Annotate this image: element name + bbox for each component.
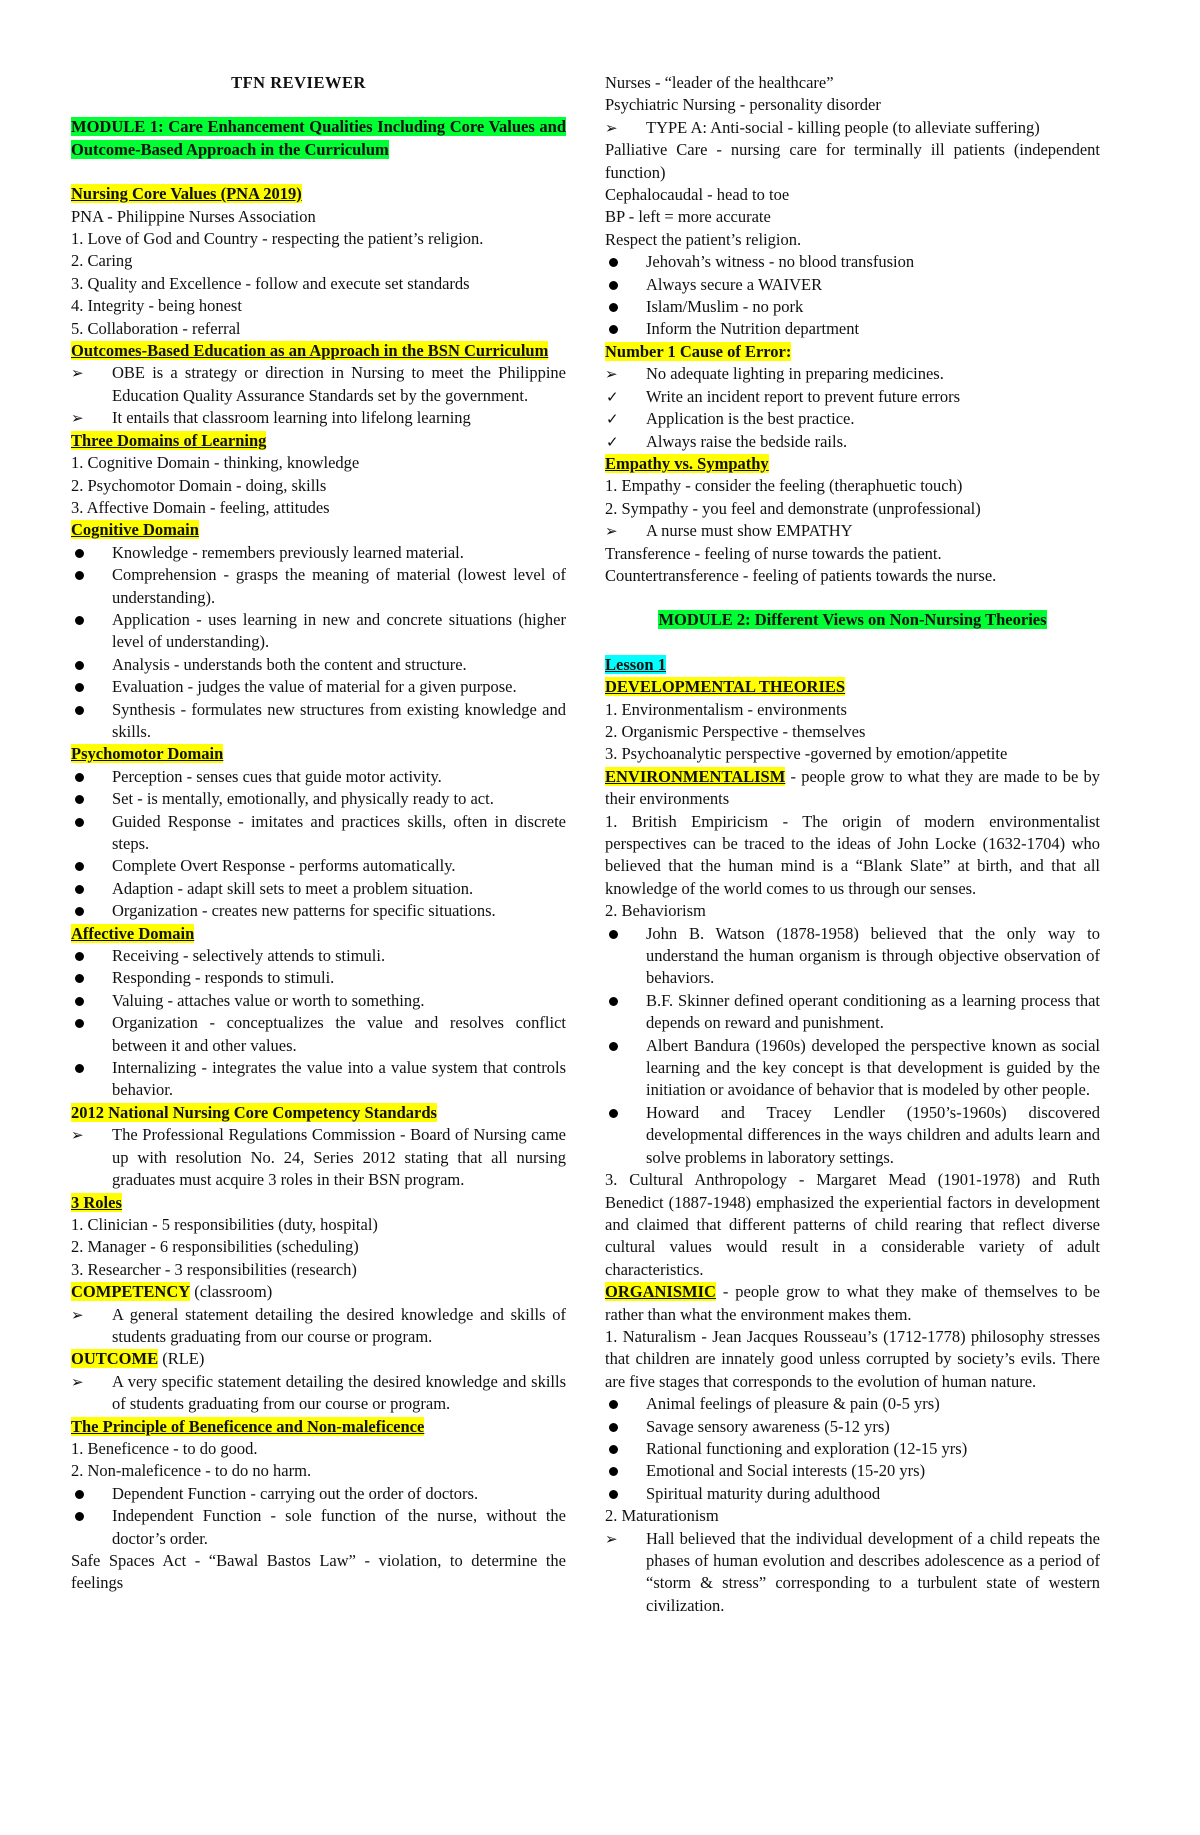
list-item <box>605 386 1100 408</box>
list-item-text: Inform the Nutrition department <box>646 319 860 339</box>
right-column <box>605 72 1100 1617</box>
document-title: TFN REVIEWER <box>231 73 366 92</box>
list-item-text: Albert Bandura (1960s) developed the perspective known as social learning and the key concept is that development is guided by the initiation or avoidance of behavior that is modeled by other people. <box>646 1035 1100 1100</box>
list-item-text: Responding - responds to stimuli. <box>112 968 335 988</box>
text-line: Psychiatric Nursing - personality disorder <box>605 95 881 115</box>
list-item-text: Always raise the bedside rails. <box>646 431 848 451</box>
heading-text: Nursing Core Values (PNA 2019) <box>71 184 302 204</box>
list-item-text: Receiving - selectively attends to stimuli. <box>112 946 386 966</box>
list-item <box>605 1460 1100 1482</box>
list-item <box>605 363 1100 385</box>
list-item <box>71 878 566 900</box>
list-item <box>605 318 1100 340</box>
heading-text: Three Domains of Learning <box>71 430 267 450</box>
list-item <box>71 1304 566 1349</box>
list-item-text: Guided Response - imitates and practices skills, often in discrete steps. <box>112 811 566 853</box>
list-item-text: Analysis - understands both the content and structure. <box>112 654 467 674</box>
list-item-text: John B. Watson (1878-1958) believed that the only way to understand the human organism is through objective observation of behaviors. <box>646 923 1100 988</box>
heading-text: Cognitive Domain <box>71 520 199 540</box>
list-item-text: OBE is a strategy or direction in Nursing to meet the Philippine Education Quality Assurance Standards set by the government. <box>112 363 566 405</box>
list-item <box>71 945 566 967</box>
term-label: OUTCOME <box>71 1349 159 1369</box>
section-heading <box>71 430 566 452</box>
text-line: Safe Spaces Act - “Bawal Bastos Law” - violation, to determine the feelings <box>71 1551 566 1593</box>
list-item <box>71 1124 566 1191</box>
list-item <box>605 520 1100 542</box>
blank-line <box>71 161 566 183</box>
term-label: COMPETENCY <box>71 1282 191 1302</box>
text-line: 2. Maturationism <box>605 1506 719 1526</box>
list-item <box>605 117 1100 139</box>
text-line: 1. Empathy - consider the feeling (theraphuetic touch) <box>605 476 963 496</box>
term-text: - people grow to what they are made to be by their environments <box>605 766 1100 809</box>
labelled-line <box>71 1281 566 1303</box>
list-item <box>71 990 566 1012</box>
list-item-text: Independent Function - sole function of the nurse, without the doctor’s order. <box>112 1506 566 1548</box>
list-item-text: Set - is mentally, emotionally, and physically ready to act. <box>112 789 494 809</box>
section-heading <box>605 609 1100 631</box>
list-item-text: Emotional and Social interests (15-20 yrs) <box>646 1461 926 1481</box>
heading-text: Empathy vs. Sympathy <box>605 453 769 473</box>
list-item <box>605 408 1100 430</box>
blank-line <box>605 632 1100 654</box>
list-item-text: Write an incident report to prevent future errors <box>646 386 961 406</box>
term-label: ORGANISMIC <box>605 1282 716 1302</box>
text-line: Respect the patient’s religion. <box>605 229 802 249</box>
text-line: 2. Psychomotor Domain - doing, skills <box>71 475 327 495</box>
blank-line <box>605 587 1100 609</box>
list-item-text: Comprehension - grasps the meaning of material (lowest level of understanding). <box>112 565 566 607</box>
labelled-line <box>605 1281 1100 1326</box>
list-item <box>71 811 566 856</box>
text-line: Palliative Care - nursing care for terminally ill patients (independent function) <box>605 140 1100 182</box>
list-item <box>71 407 566 429</box>
list-item-text: Rational functioning and exploration (12-15 yrs) <box>646 1438 968 1458</box>
list-item-text: TYPE A: Anti-social - killing people (to alleviate suffering) <box>646 117 1040 137</box>
list-item-text: It entails that classroom learning into lifelong learning <box>112 408 471 428</box>
list-item-text: Always secure a WAIVER <box>646 274 823 294</box>
heading-text: Lesson 1 <box>605 654 666 674</box>
list-item-text: Application - uses learning in new and concrete situations (higher level of understanding). <box>112 609 566 652</box>
list-item <box>605 274 1100 296</box>
heading-text: Outcomes-Based Education as an Approach in the BSN Curriculum <box>71 341 549 361</box>
text-line: 5. Collaboration - referral <box>71 318 241 338</box>
list-item <box>71 788 566 810</box>
list-item-text: Application is the best practice. <box>646 409 855 429</box>
blank-line <box>71 94 566 116</box>
section-heading <box>71 923 566 945</box>
list-item <box>605 1416 1100 1438</box>
text-line: 1. Love of God and Country - respecting the patient’s religion. <box>71 229 484 249</box>
text-line: 1. Environmentalism - environments <box>605 699 847 719</box>
labelled-line <box>605 766 1100 811</box>
list-item <box>71 1012 566 1057</box>
text-line: 3. Cultural Anthropology - Margaret Mead (1901-1978) and Ruth Benedict (1887-1948) emphasized the experiential factors in development and claimed that different patterns of child rearing that reflect diverse cultural values would result in a considerable variety of adult characteristics. <box>605 1170 1100 1279</box>
list-item <box>71 609 566 654</box>
list-item <box>71 900 566 922</box>
list-item-text: Complete Overt Response - performs automatically. <box>112 856 456 876</box>
text-line: 3. Researcher - 3 responsibilities (research) <box>71 1259 357 1279</box>
heading-text: Number 1 Cause of Error: <box>605 341 792 361</box>
text-line: 4. Integrity - being honest <box>71 296 242 316</box>
list-item-text: Howard and Tracey Lendler (1950’s-1960s) discovered developmental differences in the ways children and adults learn and solve problems in laboratory settings. <box>646 1102 1100 1167</box>
heading-text: MODULE 2: Different Views on Non-Nursing Theories <box>658 610 1047 630</box>
text-line: 2. Organismic Perspective - themselves <box>605 721 866 741</box>
list-item-text: A general statement detailing the desired knowledge and skills of students graduating from our course or program. <box>112 1304 566 1346</box>
text-line: 2. Behaviorism <box>605 901 706 921</box>
list-item <box>71 564 566 609</box>
text-line: Transference - feeling of nurse towards the patient. <box>605 543 942 563</box>
labelled-line <box>71 1348 566 1370</box>
list-item <box>605 990 1100 1035</box>
list-item-text: Organization - creates new patterns for specific situations. <box>112 901 496 921</box>
section-heading <box>605 676 1100 698</box>
section-heading <box>71 1192 566 1214</box>
list-item-text: Savage sensory awareness (5-12 yrs) <box>646 1416 890 1436</box>
list-item <box>71 542 566 564</box>
list-item <box>71 855 566 877</box>
heading-text: Psychomotor Domain <box>71 744 224 764</box>
list-item <box>605 1528 1100 1618</box>
text-line: 2. Manager - 6 responsibilities (scheduling) <box>71 1237 359 1257</box>
list-item-text: Internalizing - integrates the value into a value system that controls behavior. <box>112 1058 566 1100</box>
text-line: 3. Affective Domain - feeling, attitudes <box>71 497 330 517</box>
list-item <box>605 1035 1100 1102</box>
list-item <box>71 1057 566 1102</box>
text-line: 1. Clinician - 5 responsibilities (duty, hospital) <box>71 1214 378 1234</box>
list-item <box>605 431 1100 453</box>
text-line: 2. Non-maleficence - to do no harm. <box>71 1461 312 1481</box>
list-item <box>71 1371 566 1416</box>
text-line: Cephalocaudal - head to toe <box>605 185 790 205</box>
section-heading <box>71 519 566 541</box>
list-item-text: The Professional Regulations Commission - Board of Nursing came up with resolution No. 24, Series 2012 stating that all nursing graduates must acquire 3 roles in their BSN program. <box>112 1125 566 1190</box>
list-item-text: No adequate lighting in preparing medicines. <box>646 364 944 384</box>
list-item-text: A very specific statement detailing the desired knowledge and skills of students graduating from our course or program. <box>112 1371 566 1414</box>
text-line: 1. Naturalism - Jean Jacques Rousseau’s (1712-1778) philosophy stresses that children are innately good unless corrupted by society’s evils. There are five stages that corresponds to the evolution of human nature. <box>605 1326 1100 1391</box>
heading-text: 3 Roles <box>71 1192 122 1212</box>
list-item-text: B.F. Skinner defined operant conditioning as a learning process that depends on reward and punishment. <box>646 990 1100 1033</box>
term-text: (classroom) <box>190 1282 273 1302</box>
section-heading <box>605 453 1100 475</box>
section-heading <box>71 183 566 205</box>
list-item-text: Valuing - attaches value or worth to something. <box>112 990 425 1010</box>
text-line: 3. Quality and Excellence - follow and execute set standards <box>71 273 470 293</box>
text-line: PNA - Philippine Nurses Association <box>71 206 316 226</box>
list-item-text: Synthesis - formulates new structures from existing knowledge and skills. <box>112 699 566 741</box>
text-line: 1. Beneficence - to do good. <box>71 1438 258 1458</box>
list-item-text: Hall believed that the individual development of a child repeats the phases of human evolution and describes adolescence as a period of “storm & stress” corresponding to a turbulent state of western civilization. <box>646 1528 1100 1615</box>
text-line: 2. Sympathy - you feel and demonstrate (unprofessional) <box>605 498 981 518</box>
section-heading <box>71 1102 566 1124</box>
list-item <box>71 1505 566 1550</box>
text-line: Countertransference - feeling of patients towards the nurse. <box>605 565 997 585</box>
list-item <box>605 1393 1100 1415</box>
list-item-text: Spiritual maturity during adulthood <box>646 1483 881 1503</box>
list-item-text: Islam/Muslim - no pork <box>646 297 804 317</box>
list-item-text: A nurse must show EMPATHY <box>646 521 853 541</box>
section-heading <box>605 341 1100 363</box>
list-item <box>605 923 1100 990</box>
list-item <box>605 1102 1100 1169</box>
heading-text: DEVELOPMENTAL THEORIES <box>605 677 846 697</box>
text-line: 1. British Empiricism - The origin of modern environmentalist perspectives can be traced to the ideas of John Locke (1632-1704) who believed that the human mind is a “Blank Slate” at birth, and that all knowledge of the world comes to us through our senses. <box>605 811 1100 898</box>
text-line: BP - left = more accurate <box>605 207 771 227</box>
section-heading <box>71 116 566 161</box>
term-text: - people grow to what they make of themselves to be rather than what the environment makes them. <box>605 1282 1100 1324</box>
heading-text: MODULE 1: Care Enhancement Qualities Including Core Values and Outcome-Based Approach in the Curriculum <box>71 117 566 159</box>
left-column <box>71 72 566 1595</box>
list-item-text: Dependent Function - carrying out the order of doctors. <box>112 1483 479 1503</box>
list-item <box>71 1483 566 1505</box>
text-line: 2. Caring <box>71 251 133 271</box>
term-label: ENVIRONMENTALISM <box>605 766 786 786</box>
list-item <box>71 676 566 698</box>
list-item <box>605 1438 1100 1460</box>
heading-text: The Principle of Beneficence and Non-maleficence <box>71 1416 425 1436</box>
list-item-text: Adaption - adapt skill sets to meet a problem situation. <box>112 878 474 898</box>
list-item <box>605 296 1100 318</box>
section-heading <box>71 340 566 362</box>
list-item <box>71 699 566 744</box>
heading-text: Affective Domain <box>71 923 195 943</box>
list-item-text: Organization - conceptualizes the value and resolves conflict between it and other values. <box>112 1013 566 1055</box>
term-text: (RLE) <box>158 1349 205 1369</box>
list-item <box>605 251 1100 273</box>
list-item-text: Jehovah’s witness - no blood transfusion <box>646 252 915 272</box>
heading-text: 2012 National Nursing Core Competency Standards <box>71 1102 437 1122</box>
text-line: Nurses - “leader of the healthcare” <box>605 73 834 92</box>
text-line: 1. Cognitive Domain - thinking, knowledge <box>71 453 360 473</box>
list-item <box>605 1483 1100 1505</box>
section-heading <box>71 743 566 765</box>
list-item <box>71 654 566 676</box>
list-item <box>71 967 566 989</box>
section-heading <box>71 1416 566 1438</box>
list-item <box>71 362 566 407</box>
list-item-text: Perception - senses cues that guide motor activity. <box>112 766 442 786</box>
text-line: 3. Psychoanalytic perspective -governed by emotion/appetite <box>605 744 1008 764</box>
list-item-text: Evaluation - judges the value of material for a given purpose. <box>112 677 517 697</box>
list-item-text: Animal feelings of pleasure & pain (0-5 yrs) <box>646 1394 940 1414</box>
list-item <box>71 766 566 788</box>
list-item-text: Knowledge - remembers previously learned material. <box>112 542 464 562</box>
section-heading <box>605 654 1100 676</box>
